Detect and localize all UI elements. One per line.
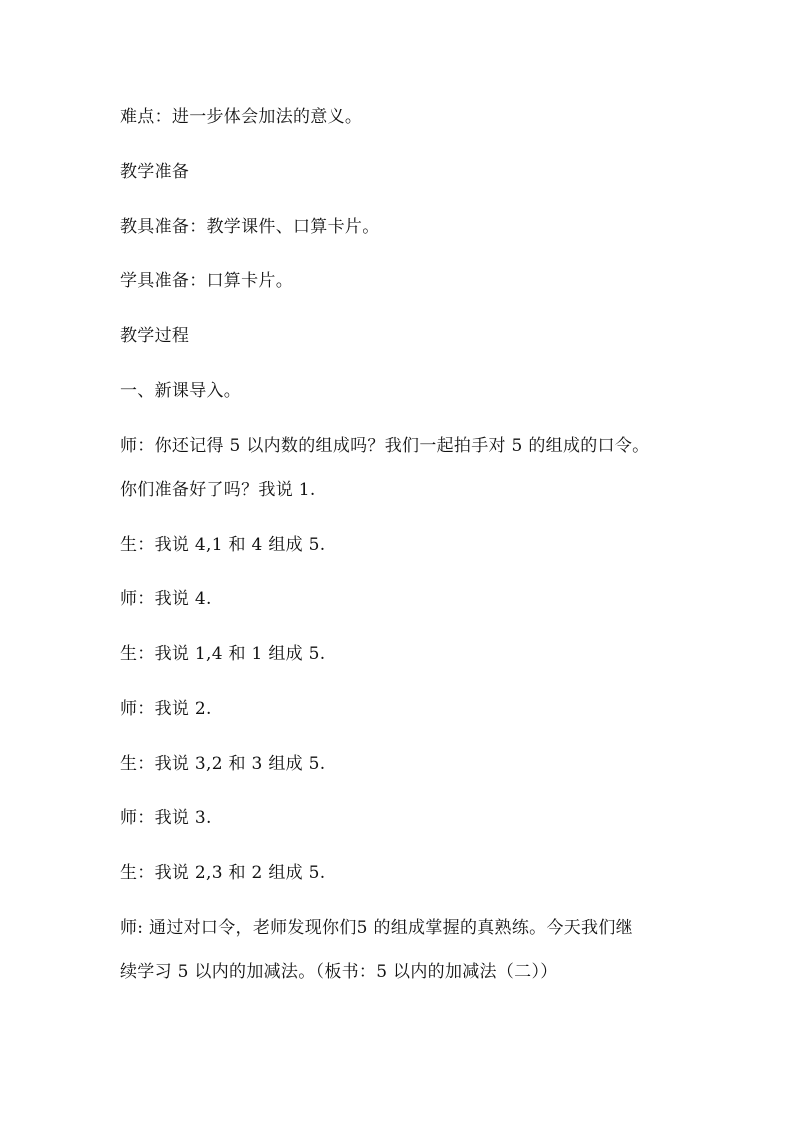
section-heading-new-lesson: 一、新课导入。 — [120, 381, 242, 401]
text-line-teacher-materials: 教具准备：教学课件、口算卡片。 — [120, 217, 380, 237]
text-line-student-materials: 学具准备：口算卡片。 — [120, 271, 293, 291]
dialogue-line: 师：我说 3. — [120, 808, 212, 828]
dialogue-line: 生：我说 1,4 和 1 组成 5. — [120, 644, 326, 664]
dialogue-line: 师：你还记得 5 以内数的组成吗？我们一起拍手对 5 的组成的口令。 — [120, 436, 650, 456]
dialogue-line: 生：我说 2,3 和 2 组成 5. — [120, 863, 326, 883]
heading-teaching-preparation: 教学准备 — [120, 162, 190, 182]
dialogue-line: 师：我说 4. — [120, 589, 212, 609]
heading-teaching-process: 教学过程 — [120, 326, 190, 346]
text-line-difficulty: 难点：进一步体会加法的意义。 — [120, 107, 363, 127]
dialogue-line: 你们准备好了吗？我说 1. — [120, 480, 316, 500]
dialogue-line: 续学习 5 以内的加减法。（板书：5 以内的加减法（二）） — [120, 962, 558, 982]
dialogue-line: 生：我说 3,2 和 3 组成 5. — [120, 754, 326, 774]
dialogue-line: 生：我说 4,1 和 4 组成 5. — [120, 535, 326, 555]
dialogue-line: 师: 通过对口令，老师发现你们5 的组成掌握的真熟练。今天我们继 — [120, 918, 633, 938]
dialogue-line: 师：我说 2. — [120, 699, 212, 719]
